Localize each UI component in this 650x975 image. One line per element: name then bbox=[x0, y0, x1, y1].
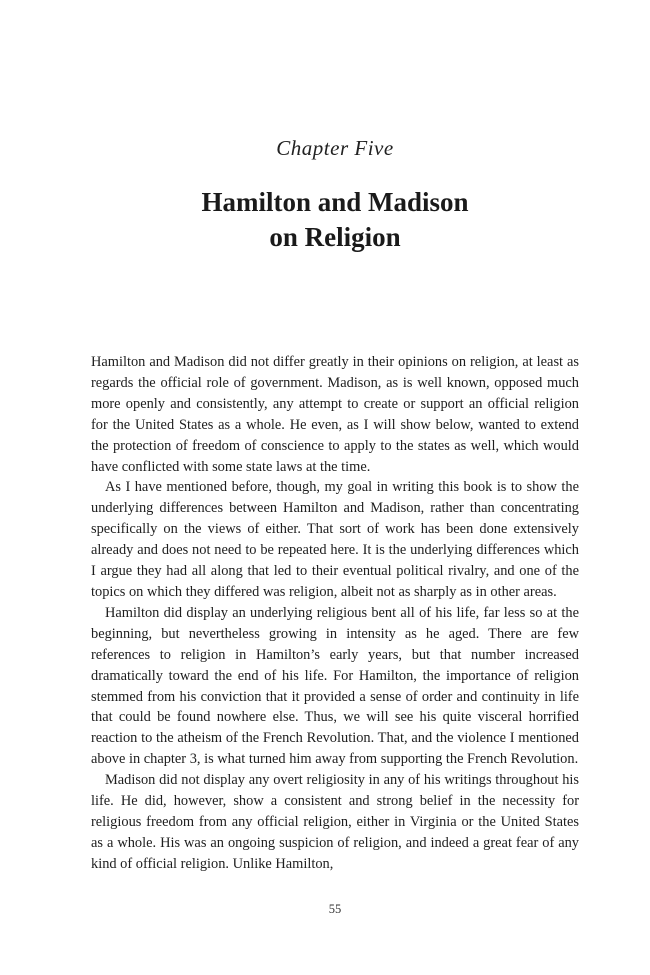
page-number: 55 bbox=[328, 902, 342, 916]
paragraph-2: As I have mentioned before, though, my goal in writing this book is to show the underlying differences between Hamilton and Madison, rather than concentrating specifically on the views of either. That sort of work has been done extensively already and does not need to be repeated here. It is the underlying differences which I argue they had all along that led to their eventual political rivalry, and one of the topics on which they differed was religion, albeit not as sharply as in other areas. bbox=[91, 479, 579, 600]
body-text bbox=[91, 352, 579, 875]
chapter-title bbox=[0, 185, 650, 255]
chapter-title-line-1: Hamilton and Madison bbox=[201, 187, 469, 217]
paragraph-3: Hamilton did display an underlying religious bent all of his life, far less so at the beginning, but nevertheless growing in intensity as he aged. There are few references to religion in Hamilton’s early years, but that number increased dramatically toward the end of his life. For Hamilton, the importance of religion stemmed from his conviction that it provided a sense of order and continuity in life that could be found nowhere else. Thus, we will see his quite visceral horrified reaction to the atheism of the French Revolution. That, and the violence I mentioned above in chapter 3, is what turned him away from supporting the French Revolution. bbox=[91, 604, 579, 768]
paragraph-1: Hamilton and Madison did not differ greatly in their opinions on religion, at least as regards the official role of government. Madison, as is well known, opposed much more openly and consistently, any attempt to create or support an official religion for the United States as a whole. He even, as I will show below, wanted to extend the protection of freedom of conscience to apply to the states as well, which would have conflicted with some state laws at the time. bbox=[91, 354, 579, 475]
chapter-title-line-2: on Religion bbox=[269, 222, 401, 252]
chapter-label: Chapter Five bbox=[276, 136, 394, 160]
paragraph-4: Madison did not display any overt religiosity in any of his writings throughout his life. He did, however, show a consistent and strong belief in the necessity for religious freedom from any official religion, either in Virginia or the United States as a whole. His was an ongoing suspicion of religion, and indeed a great fear of any kind of official religion. Unlike Hamilton, bbox=[91, 772, 579, 872]
